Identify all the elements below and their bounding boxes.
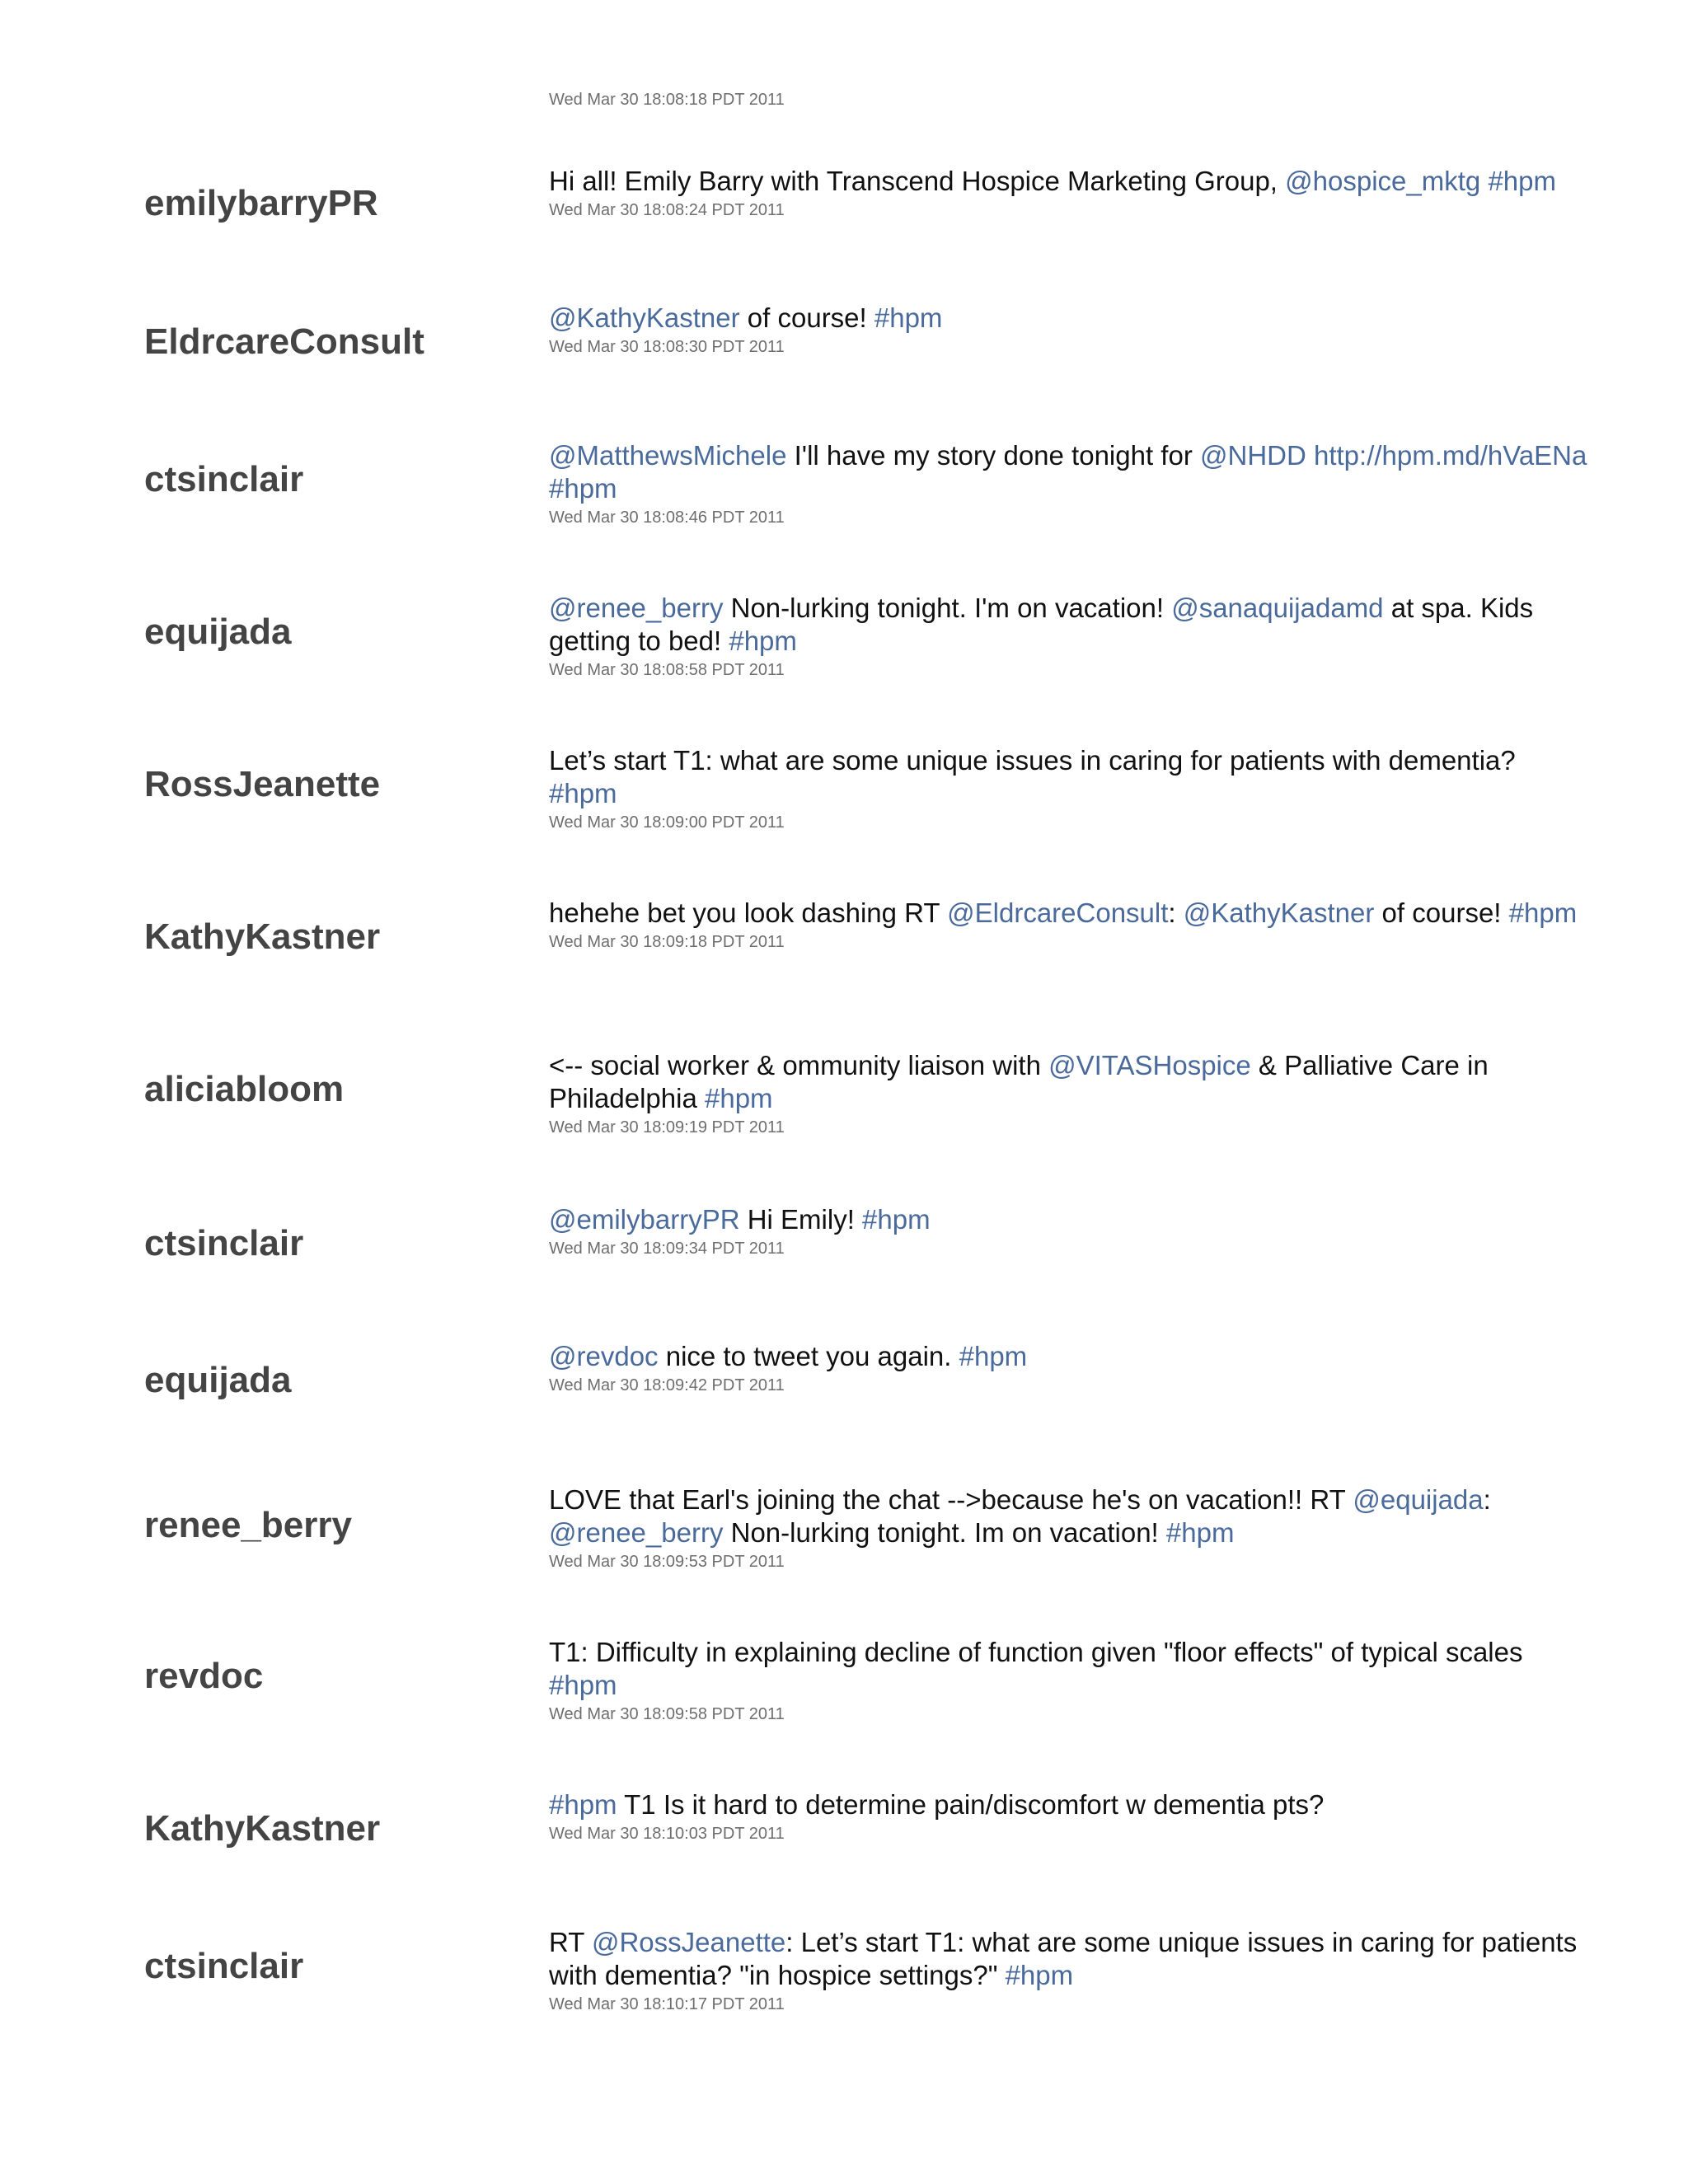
hashtag-link[interactable]: #hpm [1508, 898, 1578, 928]
tweet-text [549, 302, 1587, 335]
tweet-text [549, 1926, 1587, 1992]
mention-link[interactable]: @EldrcareConsult [947, 898, 1169, 928]
tweet-username[interactable]: RossJeanette [144, 764, 381, 804]
tweet-timestamp: Wed Mar 30 18:09:53 PDT 2011 [549, 1553, 785, 1571]
hashtag-link[interactable]: #hpm [874, 302, 943, 333]
tweet-timestamp: Wed Mar 30 18:09:42 PDT 2011 [549, 1376, 785, 1394]
lead-timestamp: Wed Mar 30 18:08:18 PDT 2011 [549, 91, 785, 109]
mention-link[interactable]: @equijada [1353, 1484, 1484, 1515]
tweet-text [549, 1636, 1587, 1702]
tweet-text-segment: T1 Is it hard to determine pain/discomfort w dementia pts? [617, 1789, 1325, 1820]
mention-link[interactable]: @renee_berry [549, 1517, 724, 1548]
tweet-text-segment: RT [549, 1927, 592, 1957]
hashtag-link[interactable]: #hpm [1165, 1517, 1235, 1548]
mention-link[interactable]: @KathyKastner [549, 302, 740, 333]
tweet-content [549, 302, 1587, 358]
tweet-text-segment: T1: Difficulty in explaining decline of function given "floor effects" of typical scales [549, 1637, 1523, 1667]
tweet-text-segment: of course! [1374, 898, 1509, 928]
tweet-content [549, 1788, 1587, 1844]
tweet-text-segment: <-- social worker & ommunity liaison with [549, 1050, 1049, 1080]
mention-link[interactable]: @RossJeanette [591, 1927, 786, 1957]
tweet-username[interactable]: ctsinclair [144, 459, 304, 499]
tweet-text-segment: : [1168, 898, 1184, 928]
tweet-text-segment: Let’s start T1: what are some unique issues in caring for patients with dementia? [549, 745, 1516, 776]
tweet-timestamp: Wed Mar 30 18:10:17 PDT 2011 [549, 1995, 785, 2013]
mention-link[interactable]: @KathyKastner [1183, 898, 1375, 928]
tweet-text-segment: nice to tweet you again. [658, 1341, 959, 1371]
tweet-timestamp: Wed Mar 30 18:09:18 PDT 2011 [549, 933, 785, 951]
hashtag-link[interactable]: #hpm [549, 1670, 617, 1700]
tweet-content [549, 1203, 1587, 1259]
tweet-timestamp: Wed Mar 30 18:09:19 PDT 2011 [549, 1118, 785, 1137]
tweet-text [549, 592, 1587, 658]
hashtag-link[interactable]: #hpm [704, 1083, 773, 1113]
tweet-timestamp: Wed Mar 30 18:09:00 PDT 2011 [549, 813, 785, 832]
tweet-content [549, 165, 1587, 221]
mention-link[interactable]: @hospice_mktg [1285, 166, 1481, 196]
hashtag-link[interactable]: #hpm [1488, 166, 1556, 196]
tweet-content [549, 1636, 1587, 1725]
tweet-text [549, 1788, 1587, 1821]
hashtag-link[interactable]: #hpm [1005, 1960, 1074, 1990]
tweet-text [549, 1049, 1587, 1115]
tweet-content [549, 592, 1587, 681]
tweet-content [549, 1926, 1587, 2015]
tweet-text-segment: : Let’s start T1: what are some unique issues in caring for patients with dementia? "in hospice settings?" [549, 1927, 1578, 1990]
tweet-text-segment: I'll have my story done tonight for [786, 440, 1200, 471]
tweet-text-segment: Hi Emily! [739, 1204, 863, 1235]
tweet-timestamp: Wed Mar 30 18:08:46 PDT 2011 [549, 509, 785, 527]
tweet-text [549, 744, 1587, 810]
tweet-timestamp: Wed Mar 30 18:08:24 PDT 2011 [549, 201, 785, 219]
tweet-content [549, 439, 1587, 528]
mention-link[interactable]: @sanaquijadamd [1171, 593, 1384, 623]
tweet-username[interactable]: renee_berry [144, 1505, 352, 1545]
tweet-username[interactable]: equijada [144, 612, 292, 652]
tweet-text-segment: Non-lurking tonight. I'm on vacation! [723, 593, 1172, 623]
tweet-username[interactable]: ctsinclair [144, 1946, 304, 1986]
tweet-content [549, 1483, 1587, 1572]
tweet-text-segment: Hi all! Emily Barry with Transcend Hospice Marketing Group, [549, 166, 1286, 196]
tweet-username[interactable]: ctsinclair [144, 1223, 304, 1263]
tweet-text-segment [1306, 440, 1314, 471]
tweet-text-segment: hehehe bet you look dashing RT [549, 898, 948, 928]
mention-link[interactable]: @emilybarryPR [549, 1204, 740, 1235]
tweet-text [549, 1340, 1587, 1373]
hashtag-link[interactable]: #hpm [549, 473, 617, 504]
mention-link[interactable]: @VITASHospice [1048, 1050, 1251, 1080]
tweet-text-segment: & Palliative Care in Philadelphia [549, 1050, 1489, 1113]
tweet-username[interactable]: EldrcareConsult [144, 321, 424, 362]
tweet-content [549, 744, 1587, 833]
hashtag-link[interactable]: #hpm [729, 626, 797, 656]
tweet-text-segment: Non-lurking tonight. Im on vacation! [723, 1517, 1166, 1548]
tweet-timestamp: Wed Mar 30 18:08:30 PDT 2011 [549, 338, 785, 356]
tweet-text [549, 1483, 1587, 1549]
tweet-text [549, 439, 1587, 505]
mention-link[interactable]: @MatthewsMichele [549, 440, 787, 471]
url-link[interactable]: http://hpm.md/hVaENa [1313, 440, 1587, 471]
tweet-content [549, 1049, 1587, 1138]
tweet-text-segment: at spa. Kids getting to bed! [549, 593, 1534, 656]
tweet-text-segment: LOVE that Earl's joining the chat -->because he's on vacation!! RT [549, 1484, 1353, 1515]
tweet-timestamp: Wed Mar 30 18:09:58 PDT 2011 [549, 1705, 785, 1723]
tweet-content [549, 897, 1587, 953]
tweet-text [549, 1203, 1587, 1236]
tweet-username[interactable]: KathyKastner [144, 1808, 381, 1849]
tweet-username[interactable]: equijada [144, 1360, 292, 1400]
hashtag-link[interactable]: #hpm [549, 778, 617, 808]
tweet-username[interactable]: revdoc [144, 1656, 264, 1696]
tweet-text-segment: : [1483, 1484, 1491, 1515]
tweet-text-segment: of course! [739, 302, 874, 333]
tweet-username[interactable]: KathyKastner [144, 916, 381, 957]
hashtag-link[interactable]: #hpm [549, 1789, 617, 1820]
tweet-text [549, 897, 1587, 930]
tweet-username[interactable]: emilybarryPR [144, 183, 378, 223]
hashtag-link[interactable]: #hpm [959, 1341, 1028, 1371]
tweet-text [549, 165, 1587, 198]
mention-link[interactable]: @renee_berry [549, 593, 724, 623]
tweet-content [549, 1340, 1587, 1396]
tweet-timestamp: Wed Mar 30 18:09:34 PDT 2011 [549, 1240, 785, 1258]
tweet-username[interactable]: aliciabloom [144, 1069, 345, 1109]
tweet-timestamp: Wed Mar 30 18:10:03 PDT 2011 [549, 1825, 785, 1843]
tweet-timestamp: Wed Mar 30 18:08:58 PDT 2011 [549, 661, 785, 679]
mention-link[interactable]: @revdoc [549, 1341, 659, 1371]
hashtag-link[interactable]: #hpm [862, 1204, 931, 1235]
mention-link[interactable]: @NHDD [1199, 440, 1306, 471]
